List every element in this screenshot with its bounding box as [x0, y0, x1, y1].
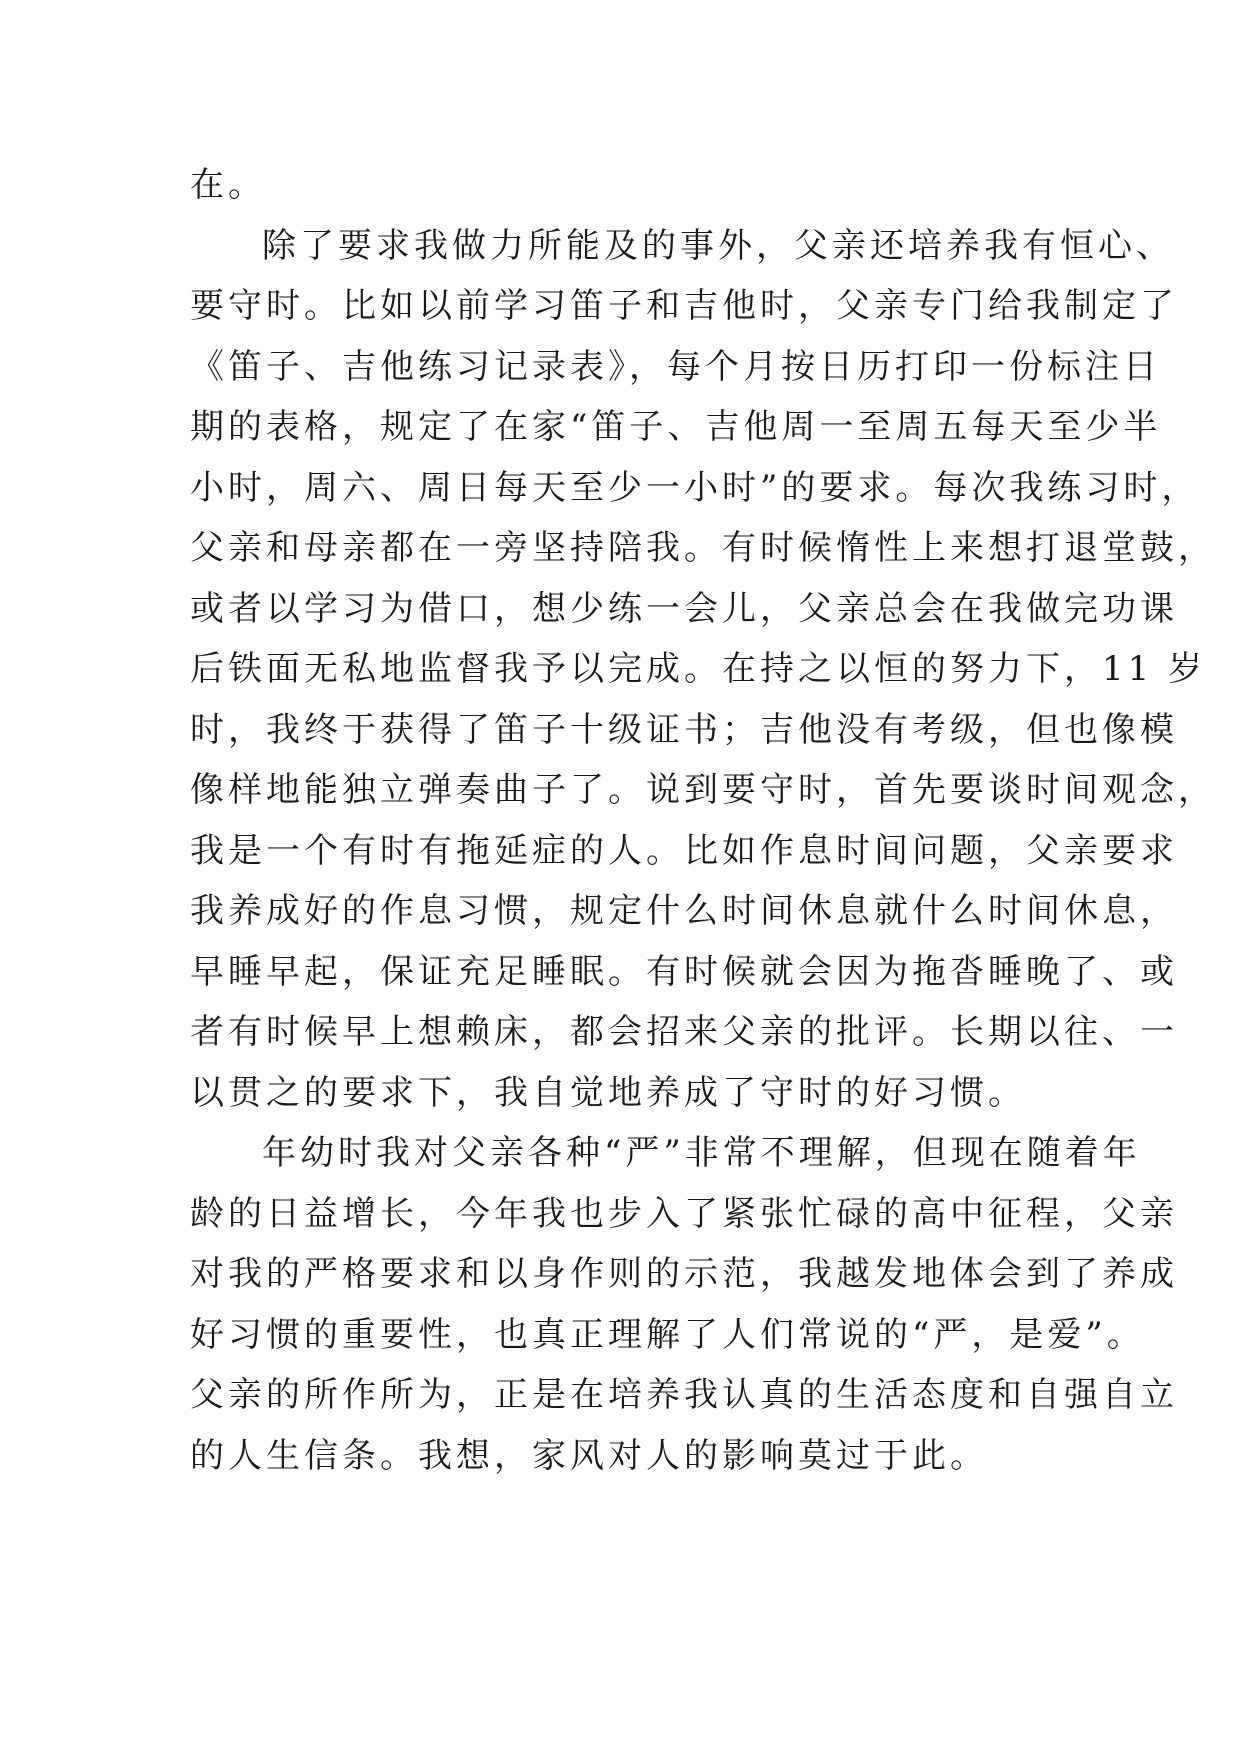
body-text — [190, 155, 1216, 1486]
text-line: 在。 — [190, 165, 266, 205]
text-line: 时，我终于获得了笛子十级证书；吉他没有考级，但也像模 — [190, 709, 1178, 750]
text-line: 后铁面无私地监督我予以完成。在持之以恒的努力下，11 岁 — [190, 649, 1207, 689]
text-line: 像样地能独立弹奏曲子了。说到要守时，首先要谈时间观念， — [190, 770, 1216, 810]
text-line: 我养成好的作息习惯，规定什么时间休息就什么时间休息， — [190, 891, 1178, 931]
text-line: 除了要求我做力所能及的事外，父亲还培养我有恒心、 — [262, 225, 1174, 266]
text-line: 年幼时我对父亲各种“严”非常不理解，但现在随着年 — [262, 1133, 1141, 1173]
text-line: 父亲和母亲都在一旁坚持陪我。有时候惰性上来想打退堂鼓， — [190, 528, 1216, 568]
text-line: 以贯之的要求下，我自觉地养成了守时的好习惯。 — [190, 1072, 1026, 1113]
text-line: 早睡早起，保证充足睡眠。有时候就会因为拖沓睡晚了、或 — [190, 951, 1178, 992]
text-line: 《笛子、吉他练习记录表》，每个月按日历打印一份标注日 — [190, 346, 1161, 387]
text-line: 好习惯的重要性，也真正理解了人们常说的“严，是爱”。 — [190, 1314, 1145, 1355]
text-line: 者有时候早上想赖床，都会招来父亲的批评。长期以往、一 — [190, 1012, 1178, 1052]
text-line: 我是一个有时有拖延症的人。比如作息时间问题，父亲要求 — [190, 830, 1178, 871]
text-line: 期的表格，规定了在家“笛子、吉他周一至周五每天至少半 — [190, 407, 1162, 447]
text-line: 对我的严格要求和以身作则的示范，我越发地体会到了养成 — [190, 1254, 1178, 1294]
text-line: 要守时。比如以前学习笛子和吉他时，父亲专门给我制定了 — [190, 286, 1178, 326]
text-line: 龄的日益增长，今年我也步入了紧张忙碌的高中征程，父亲 — [190, 1193, 1178, 1234]
text-line: 小时，周六、周日每天至少一小时”的要求。每次我练习时， — [190, 467, 1200, 508]
text-line: 或者以学习为借口，想少练一会儿，父亲总会在我做完功课 — [190, 588, 1178, 629]
text-line: 的人生信条。我想，家风对人的影响莫过于此。 — [190, 1435, 988, 1476]
text-line: 父亲的所作所为，正是在培养我认真的生活态度和自强自立 — [190, 1375, 1178, 1415]
